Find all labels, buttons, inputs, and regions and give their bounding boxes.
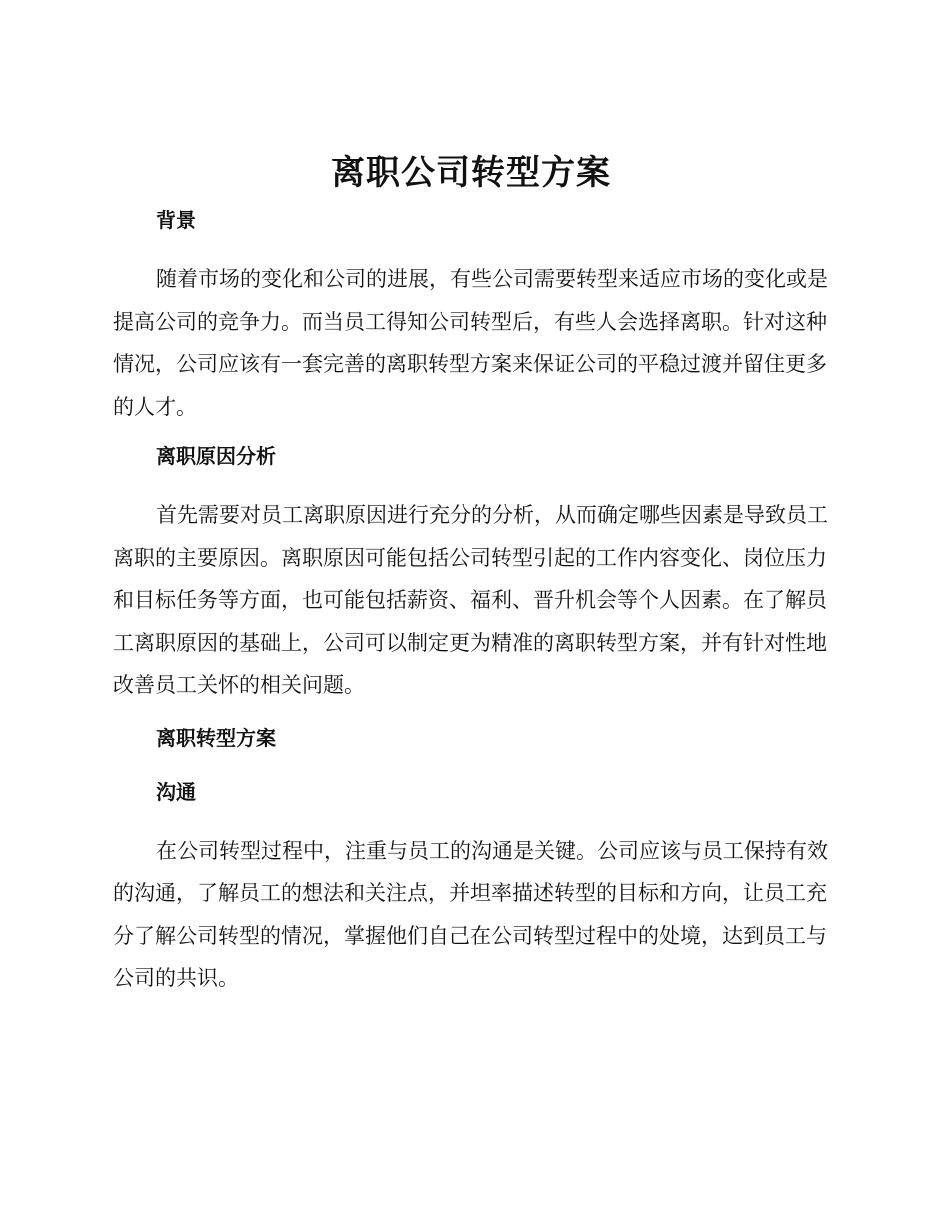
paragraph-background: 随着市场的变化和公司的进展，有些公司需要转型来适应市场的变化或是提高公司的竞争力。而当员工得知公司转型后，有些人会选择离职。针对这种情况，公司应该有一套完善的离职转型方案来保证公司的平稳过渡并留住更多的人才。	[113, 267, 828, 419]
document-body	[113, 146, 829, 1000]
paragraph-reason-analysis: 首先需要对员工离职原因进行充分的分析，从而确定哪些因素是导致员工离职的主要原因。离职原因可能包括公司转型引起的工作内容变化、岗位压力和目标任务等方面，也可能包括薪资、福利、晋升机会等个人因素。在了解员工离职原因的基础上，公司可以制定更为精准的离职转型方案，并有针对性地改善员工关怀的相关问题。	[113, 503, 828, 697]
paragraph-communication: 在公司转型过程中，注重与员工的沟通是关键。公司应该与员工保持有效的沟通，了解员工的想法和关注点，并坦率描述转型的目标和方向，让员工充分了解公司转型的情况，掌握他们自己在公司转型过程中的处境，达到员工与公司的共识。	[113, 838, 828, 990]
section-heading-transition-plan: 离职转型方案	[156, 725, 276, 750]
document-title: 离职公司转型方案	[331, 153, 611, 193]
section-heading-background: 背景	[156, 208, 196, 232]
subsection-heading-communication: 沟通	[156, 779, 196, 804]
section-heading-reason-analysis: 离职原因分析	[156, 444, 276, 468]
